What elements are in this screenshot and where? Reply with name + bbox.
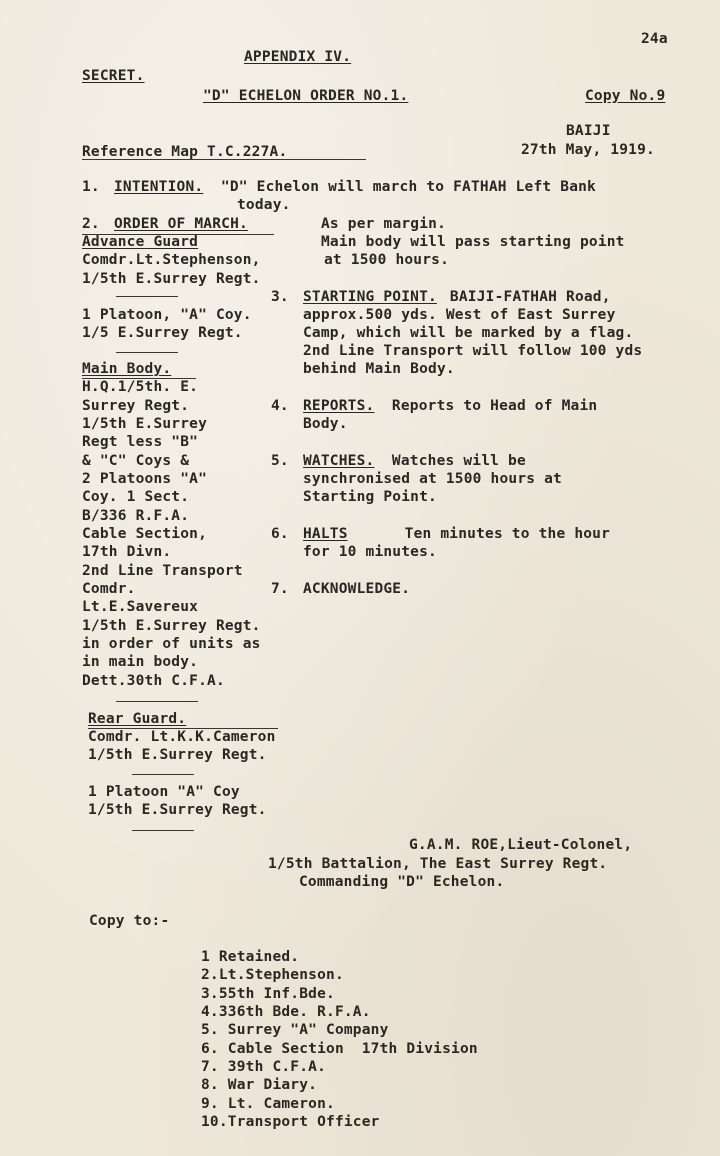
main-body-line: 1/5th E.Surrey <box>82 416 208 432</box>
main-body-line: 2nd Line Transport <box>82 563 243 579</box>
main-body-line: Coy. 1 Sect. <box>82 489 190 505</box>
main-body-line: 1/5th E.Surrey Regt. <box>82 618 261 634</box>
reference-map: Reference Map T.C.227A. <box>82 144 288 160</box>
main-body-line: in main body. <box>82 654 199 670</box>
rear-guard-sub-line: 1 Platoon "A" Coy <box>88 784 240 800</box>
rear-guard-heading: Rear Guard. <box>88 711 187 727</box>
separator-dash <box>132 830 194 831</box>
signature-line: G.A.M. ROE,Lieut-Colonel, <box>409 837 633 853</box>
para6-number: 6. <box>271 526 289 542</box>
signature-line: 1/5th Battalion, The East Surrey Regt. <box>268 856 608 872</box>
rear-guard-sub-line: 1/5th E.Surrey Regt. <box>88 802 267 818</box>
para5-heading: WATCHES. <box>303 453 375 469</box>
para4-text: Reports to Head of Main <box>383 398 598 414</box>
distribution-item: 3.55th Inf.Bde. <box>201 986 335 1002</box>
classification: SECRET. <box>82 68 145 84</box>
distribution-item: 9. Lt. Cameron. <box>201 1096 335 1112</box>
main-body-heading: Main Body. <box>82 361 172 377</box>
main-body-line: Lt.E.Savereux <box>82 599 199 615</box>
para7-heading: ACKNOWLEDGE. <box>303 581 411 597</box>
para3-text: behind Main Body. <box>303 361 455 377</box>
para2-heading: ORDER OF MARCH. <box>114 216 248 232</box>
distribution-item: 10.Transport Officer <box>201 1114 380 1130</box>
date: 27th May, 1919. <box>521 142 655 158</box>
separator-dash <box>116 296 178 297</box>
para2-text: at 1500 hours. <box>324 252 450 268</box>
reference-underline <box>82 159 366 160</box>
distribution-item: 1 Retained. <box>201 949 300 965</box>
distribution-item: 8. War Diary. <box>201 1077 318 1093</box>
para3-text: BAIJI-FATHAH Road, <box>441 289 611 305</box>
para3-heading: STARTING POINT. <box>303 289 437 305</box>
main-body-line: in order of units as <box>82 636 261 652</box>
para3-text: 2nd Line Transport will follow 100 yds <box>303 343 643 359</box>
distribution-item: 2.Lt.Stephenson. <box>201 967 344 983</box>
para4-text: Body. <box>303 416 348 432</box>
main-body-line: Comdr. <box>82 581 136 597</box>
distribution-item: 5. Surrey "A" Company <box>201 1022 389 1038</box>
advance-guard-line: 1/5th E.Surrey Regt. <box>82 271 261 287</box>
advance-guard-sub-line: 1/5 E.Surrey Regt. <box>82 325 243 341</box>
para6-heading: HALTS <box>303 526 348 542</box>
para1-text: "D" Echelon will march to FATHAH Left Bank <box>212 179 596 195</box>
rear-guard-line: 1/5th E.Surrey Regt. <box>88 747 267 763</box>
main-body-line: Dett.30th C.F.A. <box>82 673 225 689</box>
page-number: 24a <box>641 31 668 47</box>
para5-text: synchronised at 1500 hours at <box>303 471 562 487</box>
distribution-item: 7. 39th C.F.A. <box>201 1059 327 1075</box>
distribution-heading: Copy to:- <box>89 913 170 929</box>
para1-text: today. <box>237 197 291 213</box>
para3-number: 3. <box>271 289 289 305</box>
para5-number: 5. <box>271 453 289 469</box>
para1-number: 1. <box>82 179 100 195</box>
main-body-line: 17th Divn. <box>82 544 172 560</box>
place: BAIJI <box>566 123 611 139</box>
para4-number: 4. <box>271 398 289 414</box>
para6-text: Ten minutes to the hour <box>360 526 611 542</box>
advance-guard-line: Comdr.Lt.Stephenson, <box>82 252 261 268</box>
main-body-line: & "C" Coys & <box>82 453 190 469</box>
advance-guard-sub-line: 1 Platoon, "A" Coy. <box>82 307 252 323</box>
appendix-title: APPENDIX IV. <box>244 49 352 65</box>
para3-text: approx.500 yds. West of East Surrey <box>303 307 616 323</box>
para4-heading: REPORTS. <box>303 398 375 414</box>
separator-dash <box>116 352 178 353</box>
separator-dash <box>116 701 198 702</box>
main-body-line: 2 Platoons "A" <box>82 471 208 487</box>
main-body-line: H.Q.1/5th. E. <box>82 379 199 395</box>
para6-text: for 10 minutes. <box>303 544 437 560</box>
main-body-line: Regt less "B" <box>82 434 199 450</box>
main-body-line: Cable Section, <box>82 526 208 542</box>
para5-text: Starting Point. <box>303 489 437 505</box>
para2-text: Main body will pass starting point <box>321 234 625 250</box>
signature-line: Commanding "D" Echelon. <box>299 874 505 890</box>
rear-guard-line: Comdr. Lt.K.K.Cameron <box>88 729 276 745</box>
para3-text: Camp, which will be marked by a flag. <box>303 325 634 341</box>
para1-heading: INTENTION. <box>114 179 204 195</box>
copy-number: Copy No.9 <box>585 88 666 104</box>
para7-number: 7. <box>271 581 289 597</box>
para5-text: Watches will be <box>383 453 526 469</box>
main-body-line: Surrey Regt. <box>82 398 190 414</box>
order-title: "D" ECHELON ORDER NO.1. <box>203 88 409 104</box>
distribution-item: 4.336th Bde. R.F.A. <box>201 1004 371 1020</box>
para2-text: As per margin. <box>321 216 447 232</box>
main-body-line: B/336 R.F.A. <box>82 508 190 524</box>
distribution-item: 6. Cable Section 17th Division <box>201 1041 478 1057</box>
separator-dash <box>132 774 194 775</box>
para2-number: 2. <box>82 216 100 232</box>
advance-guard-heading: Advance Guard <box>82 234 199 250</box>
